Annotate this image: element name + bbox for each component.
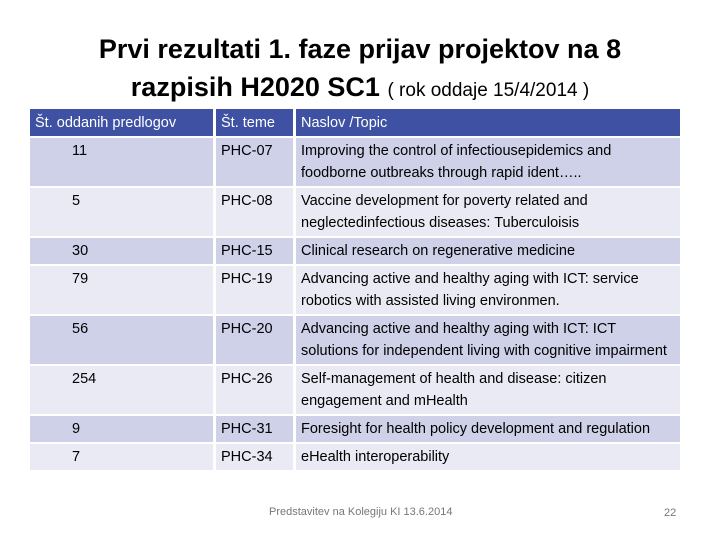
row-topic: PHC-15 xyxy=(216,238,296,264)
row-topic: PHC-19 xyxy=(216,266,296,314)
row-title: Clinical research on regenerative medicine xyxy=(296,238,680,264)
row-title: Self-management of health and disease: citizen engagement and mHealth xyxy=(296,366,680,414)
row-count: 254 xyxy=(30,366,216,414)
row-count: 7 xyxy=(30,444,216,470)
row-topic: PHC-08 xyxy=(216,188,296,236)
row-count: 56 xyxy=(30,316,216,364)
row-count: 11 xyxy=(30,138,216,186)
slide-footer: Predstavitev na Kolegiju KI 13.6.2014 xyxy=(269,506,453,518)
row-topic: PHC-34 xyxy=(216,444,296,470)
row-count: 30 xyxy=(30,238,216,264)
row-title: Advancing active and healthy aging with ICT: service robotics with assisted living environmen. xyxy=(296,266,680,314)
title-line-1: Prvi rezultati 1. faze prijav projektov na 8 xyxy=(98,34,622,64)
title-line-2 xyxy=(0,68,720,110)
row-title: Vaccine development for poverty related and neglectedinfectious diseases: Tuberculoisis xyxy=(296,188,680,236)
row-count: 9 xyxy=(30,416,216,442)
table-row xyxy=(30,138,680,186)
table-row xyxy=(30,416,680,442)
table-row xyxy=(30,266,680,314)
row-count: 5 xyxy=(30,188,216,236)
row-count: 79 xyxy=(30,266,216,314)
table-row xyxy=(30,316,680,364)
table-row xyxy=(30,238,680,264)
title-line-2-main: razpisih H2020 SC1 xyxy=(130,72,380,102)
row-title: Advancing active and healthy aging with ICT: ICT solutions for independent living with cognitive impairment xyxy=(296,316,680,364)
row-topic: PHC-07 xyxy=(216,138,296,186)
row-title: eHealth interoperability xyxy=(296,444,680,470)
row-topic: PHC-31 xyxy=(216,416,296,442)
table-row xyxy=(30,188,680,236)
table-row xyxy=(30,444,680,470)
header-count: Št. oddanih predlogov xyxy=(30,109,216,136)
results-table xyxy=(30,107,680,472)
header-topic: Št. teme xyxy=(216,109,296,136)
header-title: Naslov /Topic xyxy=(296,109,680,136)
table-row xyxy=(30,366,680,414)
page-number: 22 xyxy=(664,507,677,519)
title-deadline: ( rok oddaje 15/4/2014 ) xyxy=(387,80,590,101)
slide-title xyxy=(0,30,720,110)
row-title: Improving the control of infectiousepidemics and foodborne outbreaks through rapid ident….. xyxy=(296,138,680,186)
table-header-row xyxy=(30,109,680,136)
row-title: Foresight for health policy development and regulation xyxy=(296,416,680,442)
row-topic: PHC-26 xyxy=(216,366,296,414)
row-topic: PHC-20 xyxy=(216,316,296,364)
